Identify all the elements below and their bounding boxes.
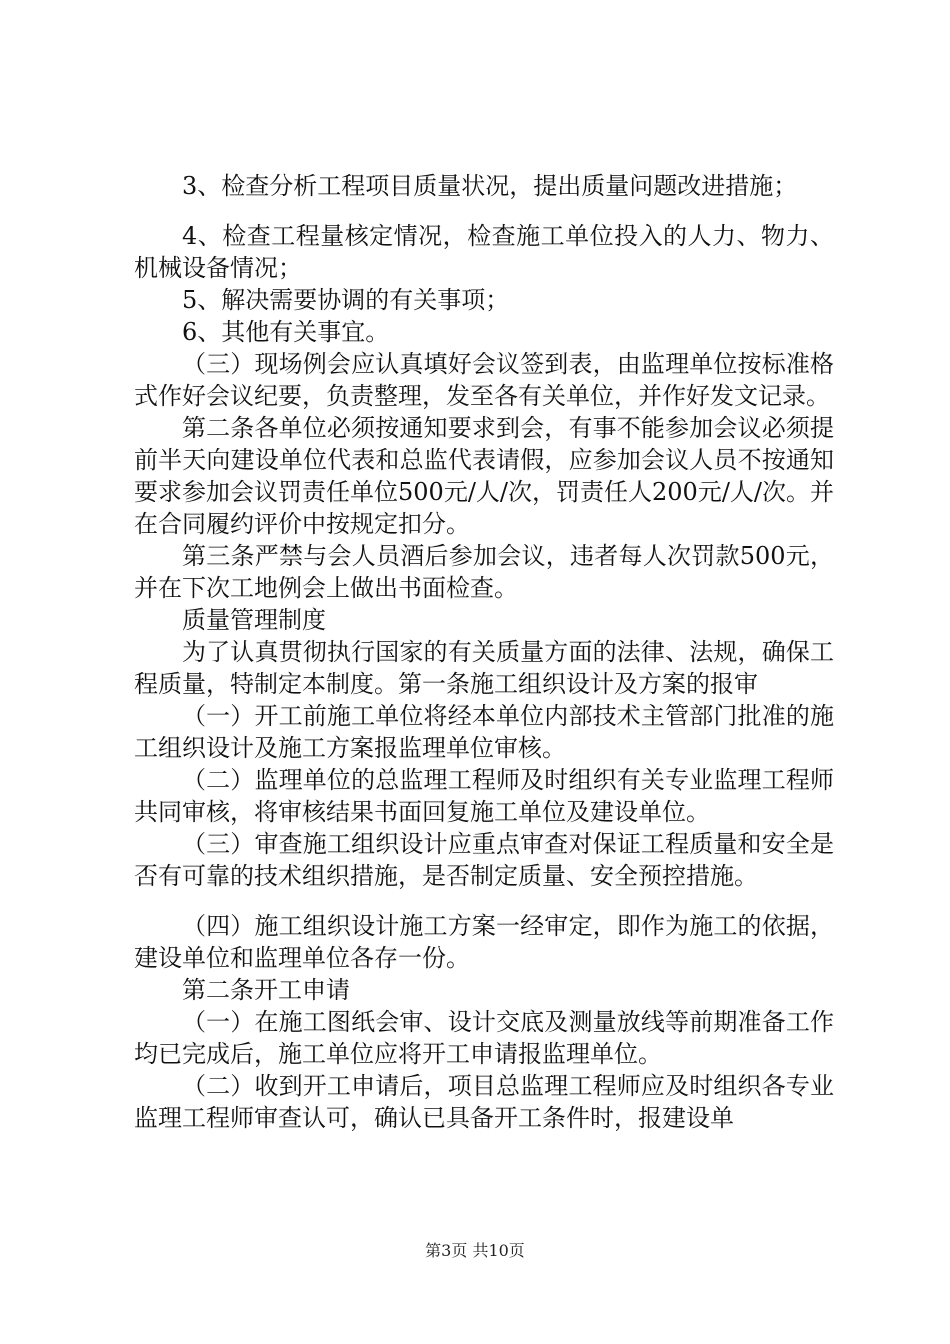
- paragraph-article-2-attendance: 第二条各单位必须按通知要求到会，有事不能参加会议必须提前半天向建设单位代表和总监代表请假，应参加会议人员不按通知要求参加会议罚责任单位500元/人/次，罚责任人200元/人/次。并在合同履约评价中按规定扣分。: [134, 414, 834, 538]
- paragraph-item-4: 4、检查工程量核定情况，检查施工单位投入的人力、物力、机械设备情况；: [134, 222, 834, 282]
- paragraph-item-6: 6、其他有关事宜。: [182, 318, 390, 346]
- paragraph-meeting-minutes: （三）现场例会应认真填好会议签到表，由监理单位按标准格式作好会议纪要，负责整理，发至各有关单位，并作好发文记录。: [134, 350, 834, 410]
- section-heading-quality: 质量管理制度: [182, 606, 326, 634]
- page-footer: [0, 1241, 950, 1261]
- page-number-label: 第3页 共10页: [425, 1241, 525, 1260]
- paragraph-gap: [134, 892, 834, 910]
- paragraph-start-1: （一）在施工图纸会审、设计交底及测量放线等前期准备工作均已完成后，施工单位应将开工申请报监理单位。: [134, 1008, 834, 1068]
- paragraph-review-3: （三）审查施工组织设计应重点审查对保证工程质量和安全是否有可靠的技术组织措施，是否制定质量、安全预控措施。: [134, 830, 834, 890]
- document-body: [134, 170, 834, 1134]
- paragraph-gap: [134, 202, 834, 220]
- paragraph-review-1: （一）开工前施工单位将经本单位内部技术主管部门批准的施工组织设计及施工方案报监理单位审核。: [134, 702, 834, 762]
- paragraph-start-2: （二）收到开工申请后，项目总监理工程师应及时组织各专业监理工程师审查认可，确认已具备开工条件时，报建设单: [134, 1072, 834, 1132]
- paragraph-item-3: 3、检查分析工程项目质量状况，提出质量问题改进措施；: [182, 172, 798, 200]
- paragraph-item-5: 5、解决需要协调的有关事项；: [182, 286, 510, 314]
- paragraph-article-3-alcohol: 第三条严禁与会人员酒后参加会议，违者每人次罚款500元，并在下次工地例会上做出书面检查。: [134, 542, 834, 602]
- paragraph-quality-intro: 为了认真贯彻执行国家的有关质量方面的法律、法规，确保工程质量，特制定本制度。第一条施工组织设计及方案的报审: [134, 638, 834, 698]
- section-heading-start-application: 第二条开工申请: [182, 976, 350, 1004]
- paragraph-review-2: （二）监理单位的总监理工程师及时组织有关专业监理工程师共同审核，将审核结果书面回复施工单位及建设单位。: [134, 766, 834, 826]
- paragraph-review-4: （四）施工组织设计施工方案一经审定，即作为施工的依据，建设单位和监理单位各存一份。: [134, 912, 834, 972]
